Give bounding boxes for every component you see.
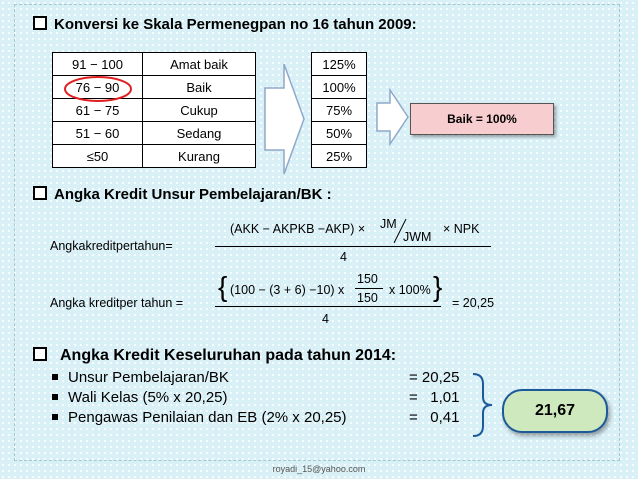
formula1-numerator: (AKK − AKPKB −AKP) × — [230, 222, 366, 236]
table-row — [312, 145, 367, 168]
formula2-numerator-right: x 100% — [389, 283, 431, 297]
grade-cell: Cukup — [143, 99, 256, 122]
list-item-value: = 20,25 — [409, 369, 460, 386]
section-header-conversion — [33, 16, 417, 33]
formula2-numerator-left: (100 − (3 + 6) −10) x — [230, 283, 345, 297]
square-bullet-icon — [52, 394, 58, 400]
table-row — [312, 122, 367, 145]
total-credit-badge: 21,67 — [502, 389, 608, 433]
grade-cell: Baik — [143, 76, 256, 99]
section-header-learning-credit — [33, 186, 332, 203]
formula1-lhs: Angkakreditpertahun= — [50, 239, 173, 253]
table-row — [53, 53, 256, 76]
checkbox-bullet-icon — [33, 347, 47, 361]
section-header-total-credit — [33, 347, 396, 365]
square-bullet-icon — [52, 414, 58, 420]
list-item-label: Wali Kelas (5% x 20,25) — [68, 389, 228, 406]
right-arrow-icon — [264, 62, 306, 176]
conversion-result-box: Baik = 100% — [410, 103, 554, 135]
formula2-lhs: Angka kreditper tahun = — [50, 296, 184, 310]
percent-cell: 25% — [312, 145, 367, 168]
right-brace-icon: } — [433, 271, 443, 302]
table-row — [53, 145, 256, 168]
range-cell: 51 − 60 — [53, 122, 143, 145]
table-row — [312, 53, 367, 76]
list-item-value: = 0,41 — [409, 409, 460, 426]
range-cell: ≤50 — [53, 145, 143, 168]
formula2-frac-top: 150 — [357, 272, 378, 286]
section-header-total-credit-text: Angka Kredit Keseluruhan pada tahun 2014: — [60, 347, 397, 364]
table-row — [312, 99, 367, 122]
list-item-label: Unsur Pembelajaran/BK — [68, 369, 229, 386]
highlight-circle-icon — [62, 74, 134, 104]
formula2-inner-fraction-bar — [355, 288, 383, 289]
table-row — [312, 76, 367, 99]
square-bullet-icon — [52, 374, 58, 380]
formula1-jm: JM — [380, 217, 397, 231]
formula1-denominator: 4 — [340, 250, 347, 264]
formula1-jwm: JWM — [403, 230, 432, 244]
right-arrow-icon — [376, 88, 410, 146]
table-row — [53, 122, 256, 145]
grade-cell: Kurang — [143, 145, 256, 168]
list-item — [52, 409, 347, 426]
list-item — [52, 389, 228, 406]
checkbox-bullet-icon — [33, 186, 47, 200]
formula1-npk: × NPK — [443, 222, 480, 236]
formula2-frac-bottom: 150 — [357, 291, 378, 305]
percent-cell: 75% — [312, 99, 367, 122]
list-item — [52, 369, 229, 386]
range-cell: 61 − 75 — [53, 99, 143, 122]
formula2-denominator: 4 — [322, 312, 329, 326]
formula1-fraction-bar — [215, 246, 491, 247]
scale-table — [52, 52, 256, 168]
left-brace-icon: { — [218, 271, 228, 302]
section-header-conversion-text: Konversi ke Skala Permenegpan no 16 tahun 2009: — [54, 16, 417, 33]
percent-cell: 100% — [312, 76, 367, 99]
list-item-value: = 1,01 — [409, 389, 460, 406]
range-cell: 91 − 100 — [53, 53, 143, 76]
percent-table — [311, 52, 367, 168]
formula2-result: = 20,25 — [452, 296, 495, 310]
range-cell: 76 − 90 — [53, 76, 143, 99]
percent-cell: 50% — [312, 122, 367, 145]
grade-cell: Sedang — [143, 122, 256, 145]
formula2-fraction-bar — [215, 306, 441, 307]
percent-cell: 125% — [312, 53, 367, 76]
footer-email: royadi_15@yahoo.com — [272, 464, 366, 474]
checkbox-bullet-icon — [33, 16, 47, 30]
list-item-label: Pengawas Penilaian dan EB (2% x 20,25) — [68, 409, 347, 426]
section-header-learning-credit-text: Angka Kredit Unsur Pembelajaran/BK : — [54, 186, 332, 203]
curly-brace-icon — [470, 372, 496, 438]
grade-cell: Amat baik — [143, 53, 256, 76]
